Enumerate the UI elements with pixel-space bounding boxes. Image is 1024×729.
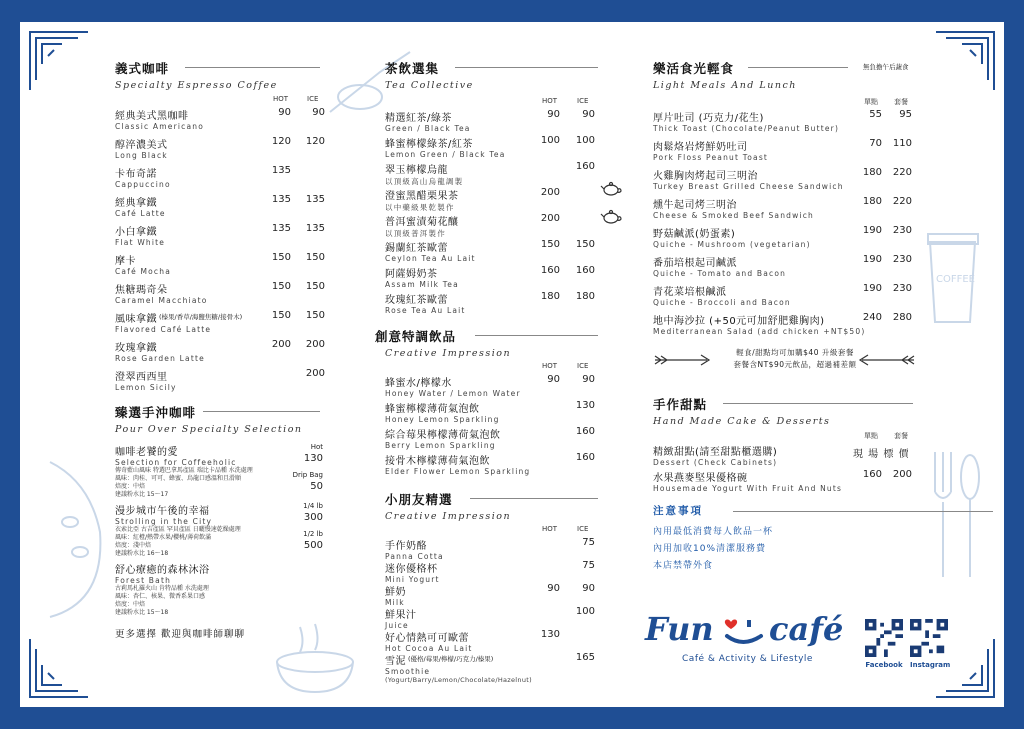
- price: 130: [303, 453, 323, 464]
- price-hot: 90: [278, 107, 291, 118]
- price-ice: 135: [305, 194, 325, 205]
- menu-sheet: [20, 22, 1004, 707]
- price-hot: 150: [540, 239, 560, 250]
- smile-heart-icon: [723, 616, 765, 648]
- item-name-note: (榛果/香草/海鹽焦糖/接骨木): [159, 313, 243, 321]
- price-hot: 135: [271, 165, 291, 176]
- notice-title: 注意事項: [653, 505, 703, 517]
- section-script-desserts: Hand Made Cake & Desserts: [653, 416, 831, 427]
- item-name: 玫瑰紅茶歐蕾: [385, 295, 448, 306]
- list-item: 精緻甜點(請至甜點櫃選購) Dessert (Check Cabinets) 現 場 標 價: [653, 447, 910, 467]
- item-note: 風味：肉桂、可可、蜂蜜、烏龍口感溫和且滑順: [115, 475, 242, 482]
- item-english: Forest Bath: [115, 576, 172, 585]
- price-hot: 90: [547, 583, 560, 594]
- list-item: [385, 606, 600, 629]
- item-note: 建議粉水比 15～17: [115, 491, 169, 498]
- item-english: Smoothie: [385, 667, 431, 676]
- item-name: 野菇鹹派(奶蛋素): [653, 229, 736, 240]
- item-name: 翠玉檸檬烏龍: [385, 165, 448, 176]
- item-name: 厚片吐司 (巧克力/花生): [653, 113, 764, 124]
- price-header: HOT ICE: [273, 95, 319, 103]
- item-english: Café Mocha: [115, 267, 172, 276]
- list-item: [385, 652, 600, 692]
- list-item: [385, 187, 600, 213]
- set-note-line1: 輕食/甜點均可加購$40 升級套餐: [736, 348, 854, 357]
- item-english: 以頂級普洱製作: [385, 229, 446, 238]
- item-english: Assam Milk Tea: [385, 280, 459, 289]
- list-item: [385, 109, 600, 135]
- item-english: Rose Tea Au Lait: [385, 306, 466, 315]
- section-script-creative: Creative Impression: [385, 348, 512, 359]
- cutlery-sketch-icon: [925, 442, 985, 582]
- item-english: Hot Cocoa Au Lait: [385, 644, 473, 653]
- item-note: 焙度：中焙: [115, 483, 146, 490]
- set-upgrade-note: [653, 347, 913, 373]
- size-label: Hot: [310, 443, 323, 451]
- item-english: Strolling in the City: [115, 517, 213, 526]
- price-single: 240: [862, 312, 882, 323]
- item-english: Green / Black Tea: [385, 124, 471, 133]
- item-english: Honey Lemon Sparkling: [385, 415, 500, 424]
- item-english: Flavored Café Latte: [115, 325, 212, 334]
- list-item: [385, 629, 600, 652]
- price-single: 190: [862, 254, 882, 265]
- set-note-line2: 套餐含NT$90元飲品，超過補差額: [733, 360, 857, 369]
- price-ice: 100: [575, 606, 595, 617]
- notice-line: 內用加收10%清潔服務費: [653, 544, 767, 554]
- price-single: 180: [862, 167, 882, 178]
- price-single: 190: [862, 225, 882, 236]
- size-label: 1/2 lb: [303, 530, 323, 538]
- item-name: 澄翠西西里: [115, 372, 168, 383]
- coffee-cup-sketch-icon: [920, 222, 990, 332]
- facebook-qr[interactable]: [865, 619, 903, 669]
- item-name: 摩卡: [115, 256, 136, 267]
- dessert-price-text: 現 場 標 價: [853, 449, 910, 460]
- item-english: Elder Flower Lemon Sparkling: [385, 467, 531, 476]
- list-item: [115, 443, 325, 499]
- item-note: 衣索比亞 古吉產區 罕貝產區 日曬慢速乾燥處理: [115, 526, 241, 533]
- price-set: 95: [899, 109, 912, 120]
- item-name: 咖啡老饕的愛: [115, 447, 178, 458]
- price-header: 單點 套餐: [864, 98, 908, 106]
- price-ice: 200: [305, 368, 325, 379]
- item-name: 醇淬濃美式: [115, 140, 168, 151]
- notice-line: 本店禁帶外食: [653, 561, 714, 571]
- item-english: Café Latte: [115, 209, 166, 218]
- list-item: [385, 135, 600, 161]
- price-ice: 150: [305, 252, 325, 263]
- price-hot: 100: [540, 135, 560, 146]
- price-set: 230: [892, 225, 912, 236]
- price-set: 220: [892, 167, 912, 178]
- price-ice: 100: [575, 135, 595, 146]
- list-item: [115, 310, 325, 339]
- list-item: [385, 374, 600, 400]
- item-english: 以中藥級果乾製作: [385, 203, 455, 212]
- price-ice: 90: [312, 107, 325, 118]
- item-english: Selection for Coffeeholic: [115, 458, 237, 467]
- list-item: [115, 281, 325, 310]
- item-english: Berry Lemon Sparkling: [385, 441, 496, 450]
- item-name: 阿薩姆奶茶: [385, 269, 438, 280]
- list-item: [385, 537, 600, 560]
- item-english: Rose Garden Latte: [115, 354, 205, 363]
- price: 50: [310, 481, 323, 492]
- item-english: Turkey Breast Grilled Cheese Sandwich: [653, 182, 844, 191]
- brand-name-right: café: [769, 610, 844, 648]
- item-name: 蜂蜜檸檬綠茶/紅茶: [385, 139, 473, 150]
- price-single: 190: [862, 283, 882, 294]
- list-item: [385, 560, 600, 583]
- section-script-espresso: Specialty Espresso Coffee: [115, 80, 278, 91]
- price-hot: 150: [271, 252, 291, 263]
- price-header: 單點 套餐: [864, 432, 908, 440]
- item-name: 精選紅茶/綠茶: [385, 113, 452, 124]
- price-hot: 150: [271, 281, 291, 292]
- list-item: [115, 107, 325, 136]
- section-title-desserts: 手作甜點: [653, 395, 913, 413]
- item-english: Caramel Macchiato: [115, 296, 208, 305]
- item-name: 鮮果汁: [385, 610, 417, 621]
- notice-divider: [733, 511, 993, 512]
- price-header: HOT ICE: [542, 362, 589, 370]
- section-script-kids: Creative Impression: [385, 511, 512, 522]
- price-ice: 90: [582, 374, 595, 385]
- item-name: 燻牛起司烤三明治: [653, 200, 737, 211]
- item-name: 肉鬆烙岩烤鮮奶吐司: [653, 142, 748, 153]
- price-hot: 150: [271, 310, 291, 321]
- price-ice: 160: [575, 161, 595, 172]
- tea-list: [385, 109, 600, 317]
- section-script-meals: Light Meals And Lunch: [653, 80, 797, 91]
- price-hot: 180: [540, 291, 560, 302]
- column-meals: [653, 59, 913, 575]
- price-hot: 160: [540, 265, 560, 276]
- item-name: 普洱蜜漬菊花釀: [385, 217, 459, 228]
- list-item: [115, 165, 325, 194]
- item-note: 建議粉水比 16～18: [115, 550, 169, 557]
- item-english: 以頂級高山烏龍調製: [385, 177, 464, 186]
- price-ice: 200: [305, 339, 325, 350]
- item-english: Milk: [385, 598, 405, 607]
- item-english: Flat White: [115, 238, 166, 247]
- item-name: 雪泥: [385, 656, 406, 667]
- column-tea: [375, 59, 600, 692]
- item-english: Ceylon Tea Au Lait: [385, 254, 476, 263]
- list-item: [653, 196, 913, 225]
- price-ice: 180: [575, 291, 595, 302]
- list-item: [385, 265, 600, 291]
- price-set: 110: [892, 138, 912, 149]
- price-single: 70: [869, 138, 882, 149]
- list-item: [653, 312, 913, 341]
- meals-badge: 無負擔午后蔬食: [863, 63, 909, 71]
- list-item: [115, 339, 325, 368]
- list-item: [653, 167, 913, 196]
- item-name: 鮮奶: [385, 587, 406, 598]
- price-ice: 135: [305, 223, 325, 234]
- qr-code-icon: [910, 619, 948, 657]
- item-english: Quiche - Mushroom (vegetarian): [653, 240, 811, 249]
- item-name: 錫蘭紅茶歐蕾: [385, 243, 448, 254]
- price-ice: 160: [575, 426, 595, 437]
- price-set: 280: [892, 312, 912, 323]
- list-item: [653, 283, 913, 312]
- brand-name-left: Fun: [645, 610, 714, 648]
- list-item: [115, 136, 325, 165]
- price-ice: 160: [575, 265, 595, 276]
- item-name: 好心情熱可可歐蕾: [385, 633, 469, 644]
- item-note: 傳奇藍山風味 特選巴拿馬產區 瑞比卡品種 水洗處理: [115, 467, 253, 474]
- item-note: 焙度：中焙: [115, 601, 146, 608]
- item-english: Juice: [385, 621, 409, 630]
- item-name: 綜合莓果檸檬薄荷氣泡飲: [385, 430, 501, 441]
- section-title-creative: 創意特調飲品: [375, 327, 590, 345]
- price-header: HOT ICE: [542, 525, 589, 533]
- size-label: 1/4 lb: [303, 502, 323, 510]
- corner-ornament-icon: [926, 30, 996, 100]
- price-ice: 165: [575, 652, 595, 663]
- price-single: 55: [869, 109, 882, 120]
- price-set: 230: [892, 283, 912, 294]
- item-name: 小白拿鐵: [115, 227, 157, 238]
- section-title-pourover: 臻選手沖咖啡: [115, 403, 325, 421]
- price: 500: [303, 540, 323, 551]
- price-hot: 200: [271, 339, 291, 350]
- pourover-list: [115, 443, 325, 617]
- list-item: [115, 561, 325, 617]
- section-title-meals: 樂活食光輕食 無負擔午后蔬食: [653, 61, 909, 76]
- item-name: 接骨木檸檬薄荷氣泡飲: [385, 456, 490, 467]
- facebook-label: Facebook: [865, 661, 903, 669]
- item-name: 澄蜜黑醋栗果茶: [385, 191, 459, 202]
- item-note: 風味：紅橙/熱帶水果/櫻桃/薄荷飲滿: [115, 534, 212, 541]
- item-english: Cheese & Smoked Beef Sandwich: [653, 211, 815, 220]
- item-name: 卡布奇諾: [115, 169, 157, 180]
- price-ice: 150: [575, 239, 595, 250]
- item-english: Lemon Sicily: [115, 383, 177, 392]
- notice-line: 內用最低消費每人飲品一杯: [653, 527, 774, 537]
- item-name: 舒心療癒的森林沐浴: [115, 565, 210, 576]
- item-note: 古莉馬札羅火山 肯特品種 水洗處理: [115, 585, 209, 592]
- notice-lines: [653, 524, 913, 575]
- price-ice: 90: [582, 583, 595, 594]
- instagram-qr[interactable]: [910, 619, 950, 669]
- item-english: Quiche - Tomato and Bacon: [653, 269, 787, 278]
- item-name: 地中海沙拉 (+50元可加舒肥雞胸肉): [653, 316, 825, 327]
- item-name: 火雞胸肉烤起司三明治: [653, 171, 758, 182]
- teapot-icon: [600, 207, 622, 225]
- item-name: 漫步城市午後的幸福: [115, 506, 210, 517]
- price-header: HOT ICE: [542, 97, 589, 105]
- item-name: 手作奶酪: [385, 541, 427, 552]
- price-hot: 120: [271, 136, 291, 147]
- item-note: 風味：杏仁、核果、微香系果口感: [115, 593, 206, 600]
- corner-ornament-icon: [28, 629, 98, 699]
- instagram-label: Instagram: [910, 661, 951, 669]
- item-name: 經典美式黑咖啡: [115, 111, 189, 122]
- price-ice: 130: [575, 400, 595, 411]
- teapot-icon: [600, 179, 622, 197]
- item-name: 青花菜培根鹹派: [653, 287, 727, 298]
- price-hot: 200: [540, 213, 560, 224]
- meals-list: [653, 109, 913, 341]
- list-item: [115, 252, 325, 281]
- size-label: Drip Bag: [292, 471, 323, 479]
- item-name-note: (優格/莓果/檸檬/巧克力/榛果): [408, 655, 494, 663]
- price-hot: 90: [547, 109, 560, 120]
- item-english: Thick Toast (Chocolate/Peanut Butter): [653, 124, 840, 133]
- item-english: Mediterranean Salad (add chicken +NT$50): [653, 327, 866, 336]
- section-title-tea: 茶飲選集: [385, 59, 600, 77]
- item-english: Honey Water / Lemon Water: [385, 389, 521, 398]
- list-item: [115, 194, 325, 223]
- item-name: 番茄培根起司鹹派: [653, 258, 737, 269]
- list-item: [385, 291, 600, 317]
- price-ice: 120: [305, 136, 325, 147]
- price: 300: [303, 512, 323, 523]
- section-script-tea: Tea Collective: [385, 80, 474, 91]
- price-ice: 90: [582, 109, 595, 120]
- corner-ornament-icon: [28, 30, 98, 100]
- list-item: [115, 502, 325, 558]
- price-hot: 200: [540, 187, 560, 198]
- item-english: Cappuccino: [115, 180, 171, 189]
- item-english: Long Black: [115, 151, 168, 160]
- arrow-ornament-icon: [858, 353, 916, 367]
- item-english: Panna Cotta: [385, 552, 444, 561]
- list-item: 水果燕麥堅果優格碗 Housemade Yogurt With Fruit And Nuts 160 200: [653, 469, 912, 493]
- pourover-footer: 更多選擇 歡迎與咖啡師聊聊: [115, 629, 246, 640]
- item-name: 焦糖瑪奇朵: [115, 285, 168, 296]
- list-item: [653, 109, 913, 138]
- section-script-pourover: Pour Over Specialty Selection: [115, 424, 303, 435]
- creative-list: [385, 374, 600, 478]
- price-ice: 150: [305, 310, 325, 321]
- arrow-ornament-icon: [653, 353, 711, 367]
- price-hot: 135: [271, 194, 291, 205]
- list-item: [115, 223, 325, 252]
- price-ice: 160: [575, 452, 595, 463]
- list-item: [385, 239, 600, 265]
- price-hot: 130: [540, 629, 560, 640]
- svg-text:COFFEE: COFFEE: [936, 274, 975, 285]
- brand-logo: [645, 610, 850, 664]
- item-note: 焙度：淺中焙: [115, 542, 152, 549]
- item-name: 經典拿鐵: [115, 198, 157, 209]
- list-item: [385, 213, 600, 239]
- item-name: 玫瑰拿鐵: [115, 343, 157, 354]
- list-item: [385, 161, 600, 187]
- list-item: [385, 583, 600, 606]
- item-name: 風味拿鐵: [115, 314, 157, 325]
- list-item: [385, 452, 600, 478]
- espresso-list: [115, 107, 325, 397]
- list-item: [115, 368, 325, 397]
- price-ice: 75: [582, 537, 595, 548]
- item-name: 蜂蜜檸檬薄荷氣泡飲: [385, 404, 480, 415]
- price-ice: 75: [582, 560, 595, 571]
- price-single: 180: [862, 196, 882, 207]
- brand-tagline: Café & Activity & Lifestyle: [682, 654, 813, 664]
- column-coffee: [115, 59, 325, 640]
- section-title-espresso: 義式咖啡: [115, 59, 325, 77]
- bean-bag-sketch-icon: [30, 452, 120, 622]
- price-hot: 135: [271, 223, 291, 234]
- price-ice: 150: [305, 281, 325, 292]
- item-name: 迷你優格杯: [385, 564, 438, 575]
- price-set: 220: [892, 196, 912, 207]
- section-title-kids: 小朋友精選: [385, 490, 600, 508]
- qr-code-icon: [865, 619, 903, 657]
- item-english: Mini Yogurt: [385, 575, 440, 584]
- list-item: [385, 426, 600, 452]
- item-english: Classic Americano: [115, 122, 205, 131]
- list-item: [385, 400, 600, 426]
- item-english: Lemon Green / Black Tea: [385, 150, 506, 159]
- item-english-extra: (Yogurt/Barry/Lemon/Chocolate/Hazelnut): [385, 676, 532, 684]
- list-item: [653, 254, 913, 283]
- item-note: 建議粉水比 15～18: [115, 609, 169, 616]
- price-set: 230: [892, 254, 912, 265]
- item-english: Quiche - Broccoli and Bacon: [653, 298, 791, 307]
- list-item: [653, 225, 913, 254]
- item-english: Pork Floss Peanut Toast: [653, 153, 769, 162]
- item-name: 蜂蜜水/檸檬水: [385, 378, 452, 389]
- list-item: [653, 138, 913, 167]
- kids-list: [385, 537, 600, 692]
- price-hot: 90: [547, 374, 560, 385]
